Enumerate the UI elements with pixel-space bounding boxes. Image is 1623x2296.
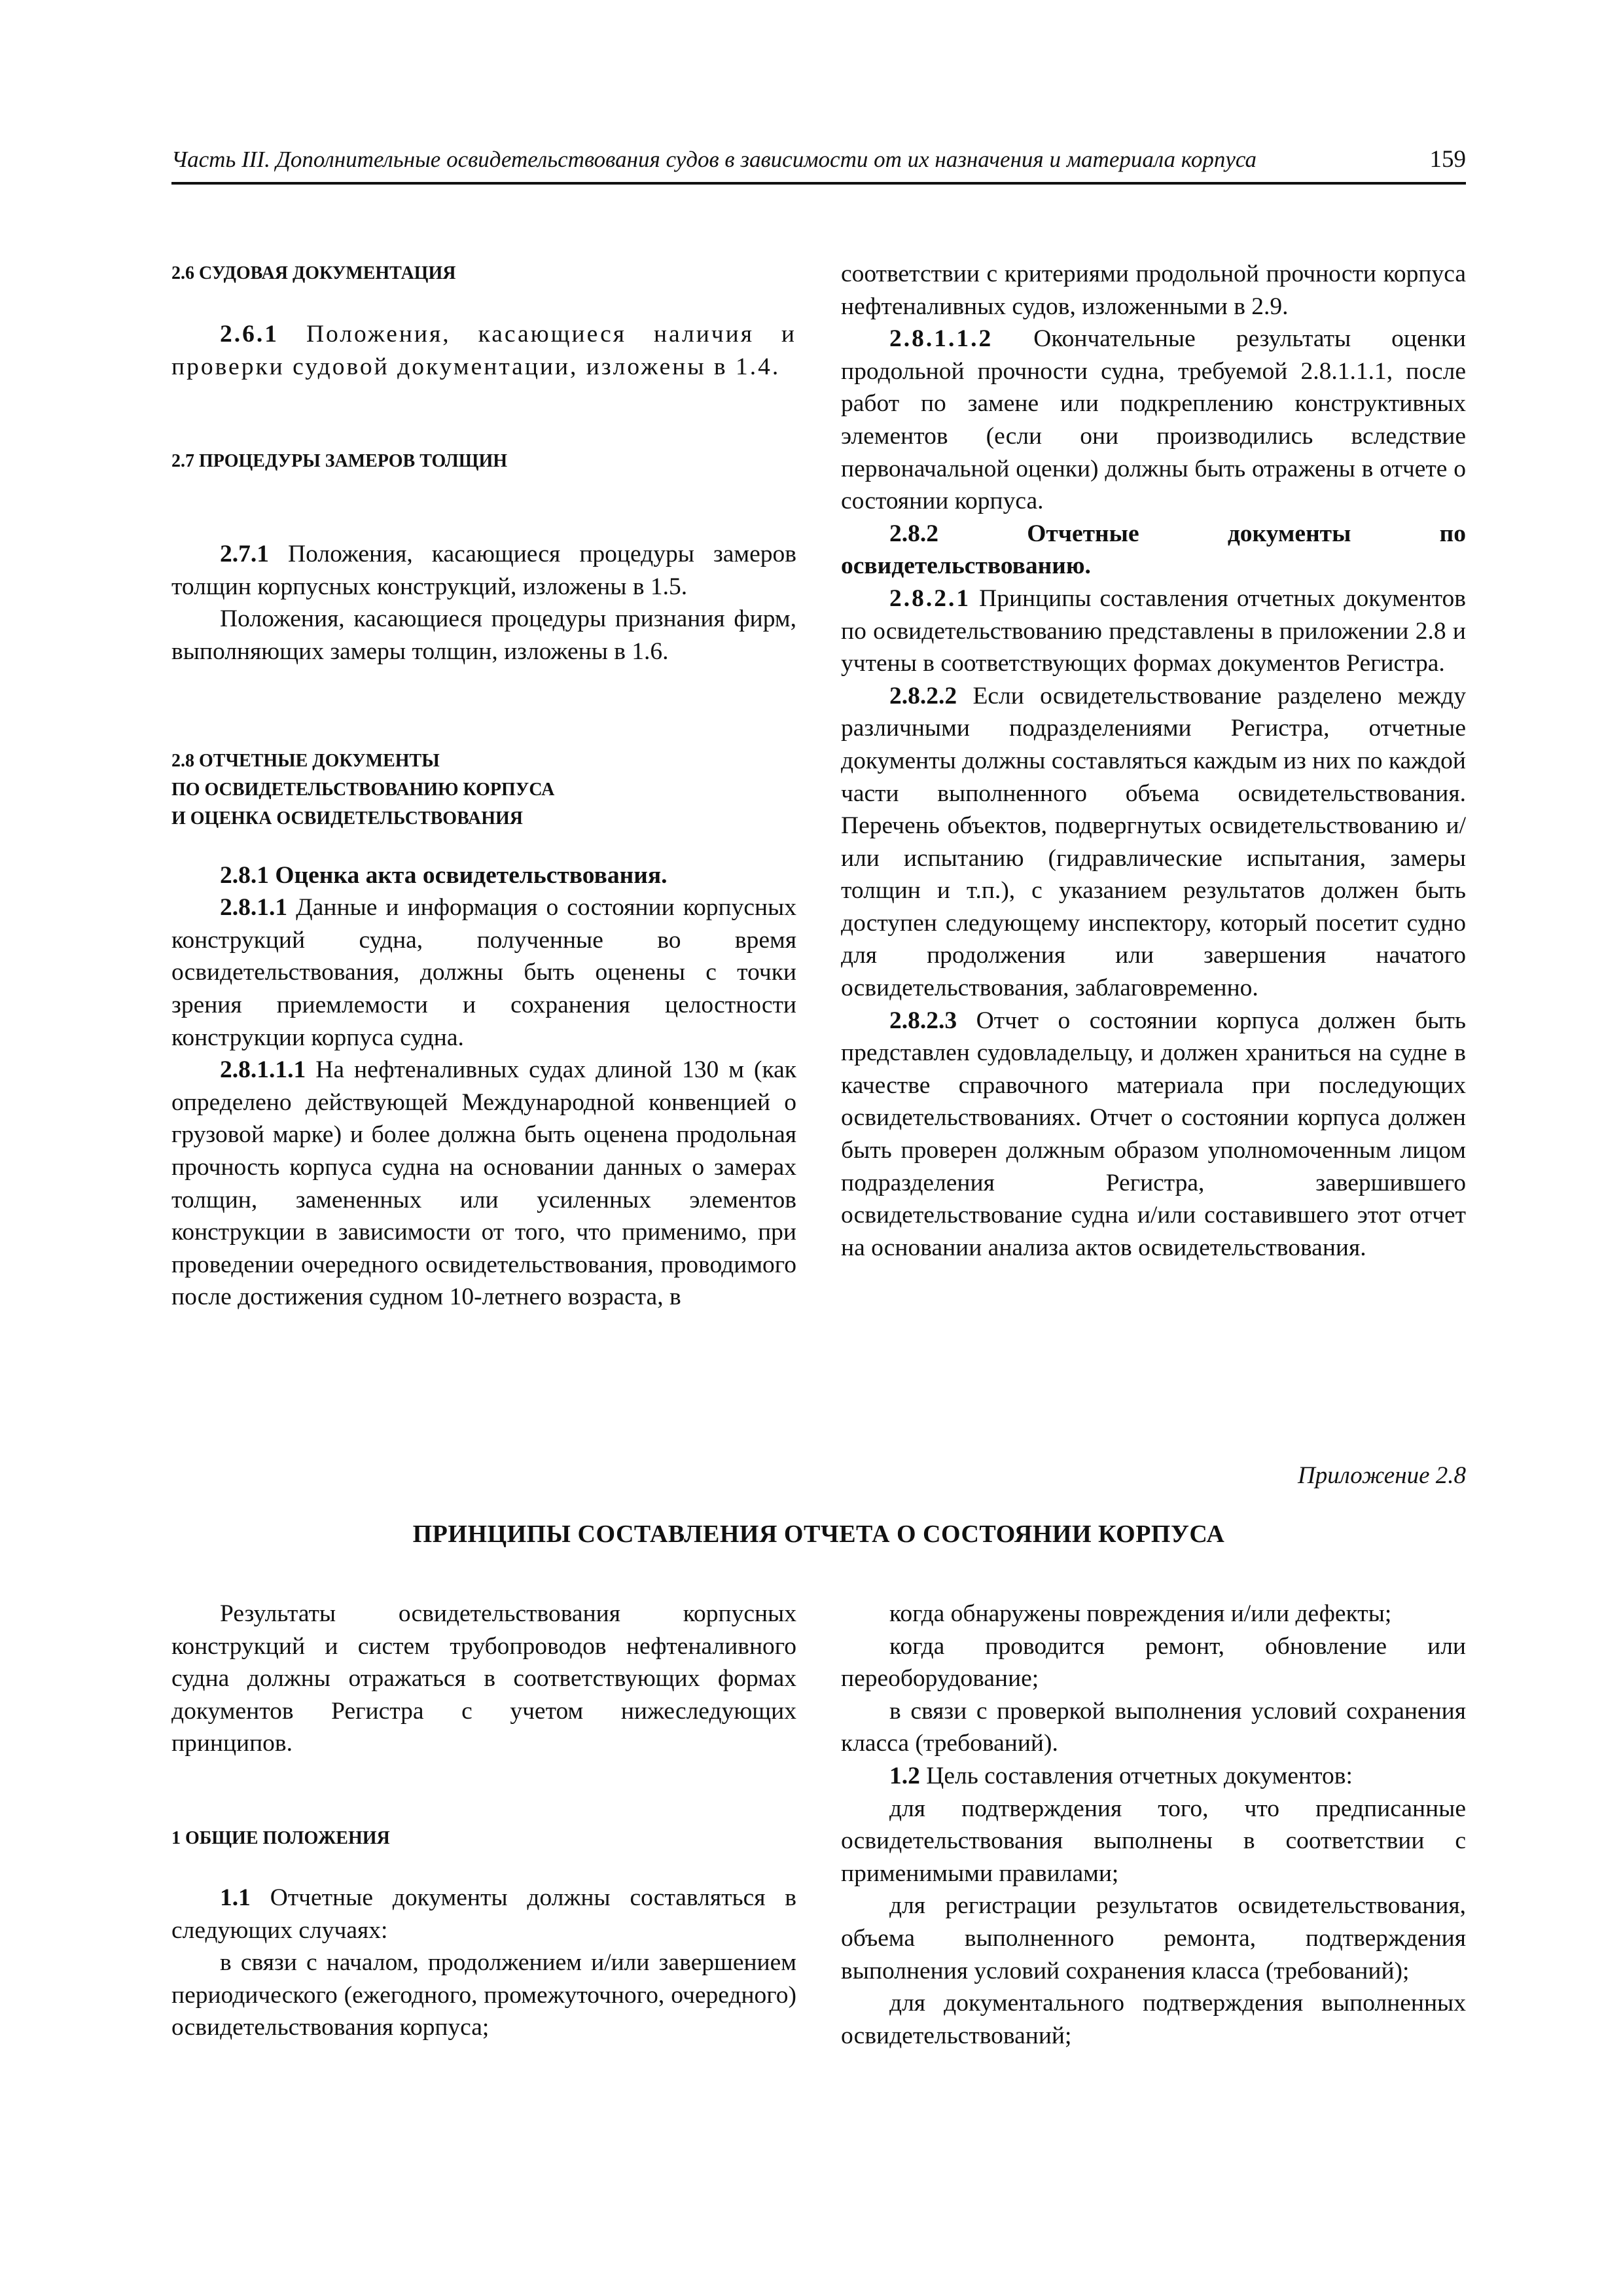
paragraph-2-8-2-3: 2.8.2.3 Отчет о состоянии корпуса должен быть представлен судовладельцу, и должен храниться на судне в качестве справочного материала при последующих освидетельствованиях. Отчет о состоянии корпуса должен быть проверен должным образом уполномоченным лицом подразделения Регистра, завершившего освидетельствование судна и/или составившего этот отчет на основании анализа актов освидетельствования. (841, 1007, 1466, 1261)
paragraph-2-7-1-b: Положения, касающиеся процедуры признания фирм, выполняющих замеры толщин, изложены в 1.6. (171, 605, 796, 665)
left-column-top (171, 259, 796, 1314)
list-item: когда проводится ремонт, обновление или переоборудование; (841, 1632, 1466, 1693)
paragraph-2-8-1-1: 2.8.1.1 Данные и информация о состоянии корпусных конструкций судна, полученные во время освидетельствования, должны быть оценены с точки зрения приемлемости и сохранения целостности конструкции корпуса судна. (171, 894, 796, 1051)
section-heading-2-7: 2.7 ПРОЦЕДУРЫ ЗАМЕРОВ ТОЛЩИН (171, 451, 508, 472)
paragraph-1-2: 1.2 Цель составления отчетных документов: (889, 1762, 1353, 1789)
paragraph-2-8-2-1: 2.8.2.1 Принципы составления отчетных документов по освидетельствованию представлены в приложении 2.8 и учтены в соответствующих формах документов Регистра. (841, 584, 1466, 677)
paragraph-2-8-1-1-1: 2.8.1.1.1 На нефтеналивных судах длиной 130 м (как определено действующей Международной конвенцией о грузовой марке) и более должна быть оценена продольная прочность корпуса судна на основании данных о замерах толщин, замененных или усиленных элементов конструкции в зависимости от того, что применимо, при проведении очередного освидетельствования, проводимого после достижения судном 10-летнего возраста, в (171, 1056, 796, 1311)
right-column-top (841, 258, 1466, 1264)
section-heading-1: 1 ОБЩИЕ ПОЛОЖЕНИЯ (171, 1827, 390, 1848)
paragraph-2-6-1: 2.6.1 Положения, касающиеся наличия и проверки судовой документации, изложены в 1.4. (171, 321, 796, 380)
appendix-label: Приложение 2.8 (1297, 1462, 1466, 1489)
paragraph-2-8-1: 2.8.1 Оценка акта освидетельствования. (220, 861, 668, 889)
right-column-bottom (841, 1598, 1466, 2052)
paragraph-2-8-2-2: 2.8.2.2 Если освидетельствование разделено между различными подразделениями Регистра, отчетные документы должны составляться каждым из них по каждой части выполненного объема освидетельствования. Перечень объектов, подвергнутых освидетельствованию и/или испытанию (гидравлические испытания, замеры толщин и т.п.), с указанием результатов должен быть доступен следующему инспектору, который посетит судно для продолжения или завершения начатого освидетельствования, заблаговременно. (841, 682, 1466, 1002)
list-item: для подтверждения того, что предписанные освидетельствования выполнены в соответствии с применимыми правилами; (841, 1795, 1466, 1887)
section-heading-2-6: 2.6 СУДОВАЯ ДОКУМЕНТАЦИЯ (171, 263, 456, 283)
paragraph-2-8-1-1-2: 2.8.1.1.2 Окончательные результаты оценки продольной прочности судна, требуемой 2.8.1.1.1, после работ по замене или подкреплению конструктивных элементов (если они производились вследствие первоначальной оценки) должны быть отражены в отчете о состоянии корпуса. (841, 325, 1466, 515)
header-title: Часть III. Дополнительные освидетельствования судов в зависимости от их назначения и материала корпуса (171, 147, 1257, 172)
running-header (171, 145, 1466, 185)
paragraph-continuation: соответствии с критериями продольной прочности корпуса нефтеналивных судов, изложенными в 2.9. (841, 260, 1466, 320)
paragraph-2-7-1: 2.7.1 Положения, касающиеся процедуры замеров толщин корпусных конструкций, изложены в 1.5. (171, 541, 796, 600)
section-heading-2-8: 2.8 ОТЧЕТНЫЕ ДОКУМЕНТЫ ПО ОСВИДЕТЕЛЬСТВОВАНИЮ КОРПУСА И ОЦЕНКА ОСВИДЕТЕЛЬСТВОВАНИЯ (171, 750, 555, 829)
list-item: когда обнаружены повреждения и/или дефекты; (889, 1600, 1392, 1627)
list-item: для документального подтверждения выполненных освидетельствований; (841, 1990, 1466, 2049)
list-item: для регистрации результатов освидетельствования, объема выполненного ремонта, подтверждения выполнения условий сохранения класса (требований); (841, 1892, 1466, 1984)
appendix-title: ПРИНЦИПЫ СОСТАВЛЕНИЯ ОТЧЕТА О СОСТОЯНИИ КОРПУСА (412, 1520, 1225, 1548)
list-item: в связи с проверкой выполнения условий сохранения класса (требований). (841, 1697, 1466, 1757)
paragraph-1-1: 1.1 Отчетные документы должны составляться в следующих случаях: (171, 1884, 796, 1944)
page-number: 159 (1429, 146, 1466, 173)
paragraph-1-1-a: в связи с началом, продолжением и/или завершением периодического (ежегодного, промежуточного, очередного) освидетельствования корпуса; (171, 1949, 796, 2041)
paragraph-2-8-2: 2.8.2 Отчетные документы по освидетельствованию. (841, 520, 1466, 580)
left-column-bottom (171, 1598, 796, 2044)
intro-paragraph: Результаты освидетельствования корпусных конструкций и систем трубопроводов нефтеналивного судна должны отражаться в соответствующих формах документов Регистра с учетом нижеследующих принципов. (171, 1600, 796, 1757)
